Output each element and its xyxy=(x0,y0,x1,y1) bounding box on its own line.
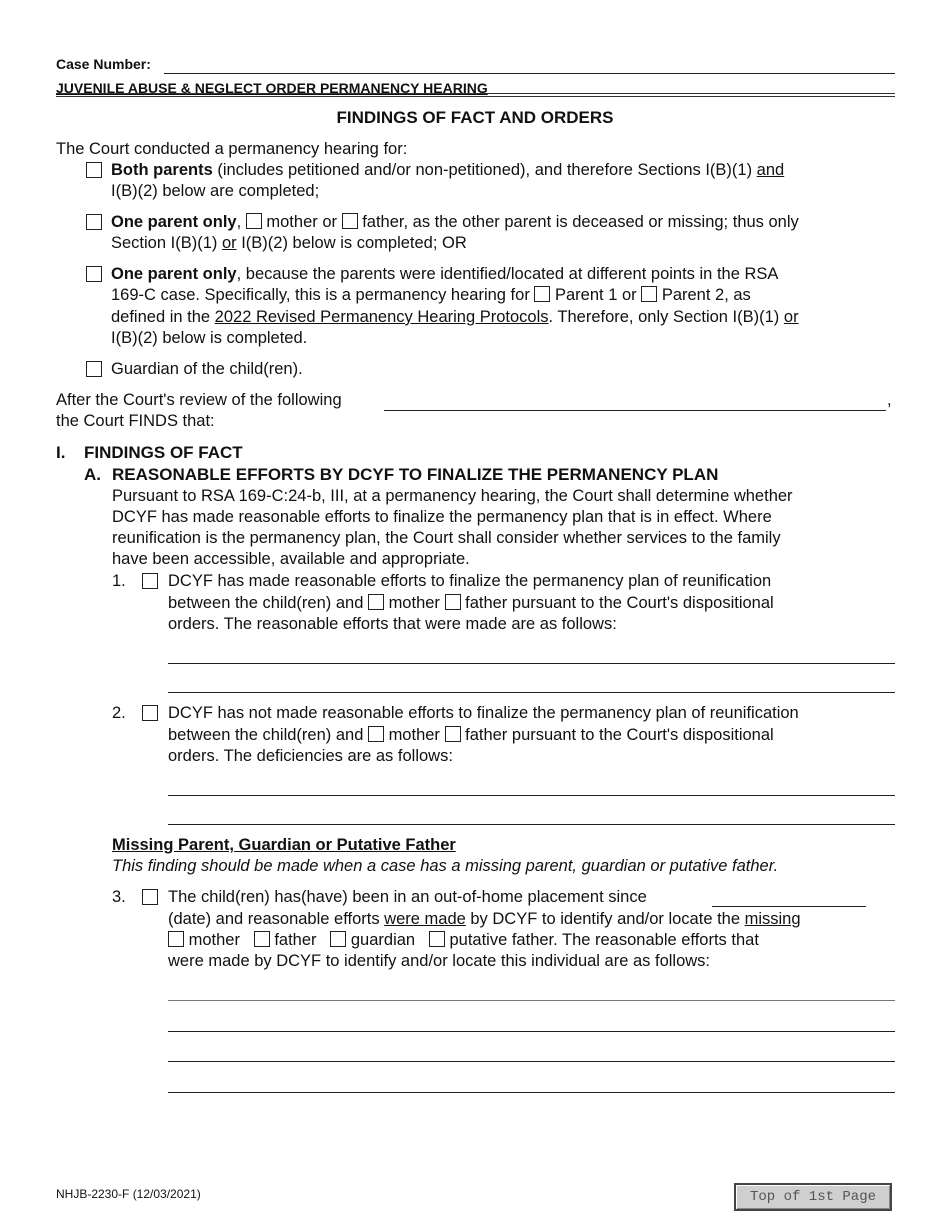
line3-b: . Therefore, only Section I(B)(1) xyxy=(548,308,784,326)
or-underlined: or xyxy=(783,308,799,326)
one-parent-points-bold: One parent only xyxy=(111,265,237,283)
item-1-number: 1. xyxy=(112,572,126,590)
item-1-mother-checkbox[interactable] xyxy=(368,594,384,610)
court-finds-text: the Court FINDS that: xyxy=(56,412,215,430)
item-2-line1: DCYF has not made reasonable efforts to finalize the permanency plan of reunification xyxy=(168,704,799,722)
case-number-label: Case Number: xyxy=(56,56,151,72)
item-3-checkbox[interactable] xyxy=(142,889,158,905)
both-parents-line1 xyxy=(111,160,784,182)
item-3-father-label: father xyxy=(274,931,317,949)
line2-a: 169-C case. Specifically, this is a permanency hearing for xyxy=(111,286,530,304)
item-1-checkbox[interactable] xyxy=(142,573,158,589)
were-made-underlined: were made xyxy=(384,910,466,928)
guardian-checkbox[interactable] xyxy=(86,361,102,377)
item-3-guardian-checkbox[interactable] xyxy=(330,931,346,947)
item-2-rule-1 xyxy=(168,795,895,796)
missing-underlined: missing xyxy=(744,910,801,928)
parent-1-label: Parent 1 or xyxy=(555,286,637,304)
item-1-rule-1 xyxy=(168,663,895,664)
item-3-mother-label: mother xyxy=(188,931,240,949)
section-a-paragraph-line3: reunification is the permanency plan, the Court shall consider whether services to the family xyxy=(112,529,781,547)
item-3-mother-checkbox[interactable] xyxy=(168,931,184,947)
item-2-line3: orders. The deficiencies are as follows: xyxy=(168,747,453,765)
one-parent-points-checkbox[interactable] xyxy=(86,266,102,282)
header-rule-2 xyxy=(56,96,895,97)
line2-b: I(B)(2) below is completed; OR xyxy=(236,234,467,252)
item-3-rule-1 xyxy=(168,1000,895,1001)
item-1-line2-a: between the child(ren) and xyxy=(168,594,364,612)
section-a-paragraph-line2: DCYF has made reasonable efforts to finalize the permanency plan that is in effect. Where xyxy=(112,508,772,526)
item-3-father-checkbox[interactable] xyxy=(254,931,270,947)
one-parent-mother-label: mother or xyxy=(266,213,337,231)
one-parent-missing-bold: One parent only xyxy=(111,213,237,231)
item-3-rule-3 xyxy=(168,1061,895,1062)
review-documents-input[interactable] xyxy=(386,393,882,409)
item-3-line1: The child(ren) has(have) been in an out-of-home placement since xyxy=(168,888,647,906)
one-parent-points-text: , because the parents were identified/located at different points in the RSA xyxy=(236,265,779,283)
review-prefix: After the Court's review of the following xyxy=(56,391,342,409)
both-parents-line2: I(B)(2) below are completed; xyxy=(111,182,320,200)
item-2-father-label: father pursuant to the Court's dispositional xyxy=(465,726,774,744)
item-2-mother-label: mother xyxy=(388,726,440,744)
item-2-line2-a: between the child(ren) and xyxy=(168,726,364,744)
top-of-first-page-button[interactable]: Top of 1st Page xyxy=(734,1183,892,1211)
section-a-letter: A. xyxy=(84,465,101,484)
line2-a: Section I(B)(1) xyxy=(111,234,222,252)
both-parents-and: and xyxy=(756,161,785,179)
protocols-reference: 2022 Revised Permanency Hearing Protocols xyxy=(214,308,549,326)
item-2-number: 2. xyxy=(112,704,126,722)
section-i-heading: FINDINGS OF FACT xyxy=(84,443,243,462)
both-parents-text: (includes petitioned and/or non-petitioned), and therefore Sections I(B)(1) xyxy=(212,161,757,179)
item-3-line2 xyxy=(168,909,801,931)
item-1-father-label: father pursuant to the Court's dispositional xyxy=(465,594,774,612)
review-suffix: , xyxy=(887,391,892,409)
item-3-line2-b: by DCYF to identify and/or locate the xyxy=(465,910,745,928)
one-parent-points-line2 xyxy=(111,285,751,307)
item-3-line3 xyxy=(168,930,759,952)
both-parents-checkbox[interactable] xyxy=(86,162,102,178)
one-parent-missing-line2 xyxy=(111,233,467,255)
item-3-line4: were made by DCYF to identify and/or locate this individual are as follows: xyxy=(168,952,711,970)
item-1-efforts-input-1[interactable] xyxy=(168,646,894,662)
parent-2-checkbox[interactable] xyxy=(641,286,657,302)
item-1-mother-label: mother xyxy=(388,594,440,612)
guardian-label: Guardian of the child(ren). xyxy=(111,360,303,378)
item-2-checkbox[interactable] xyxy=(142,705,158,721)
item-2-father-checkbox[interactable] xyxy=(445,726,461,742)
item-3-efforts-input-4[interactable] xyxy=(168,1075,894,1091)
item-3-number: 3. xyxy=(112,888,126,906)
item-3-efforts-input-3[interactable] xyxy=(168,1044,894,1060)
item-2-rule-2 xyxy=(168,824,895,825)
item-3-efforts-input-1[interactable] xyxy=(168,983,894,999)
item-2-line2 xyxy=(168,725,774,747)
parent-1-checkbox[interactable] xyxy=(534,286,550,302)
item-1-father-checkbox[interactable] xyxy=(445,594,461,610)
item-1-line1: DCYF has made reasonable efforts to finalize the permanency plan of reunification xyxy=(168,572,772,590)
item-2-deficiencies-input-2[interactable] xyxy=(168,807,894,823)
section-a-heading: REASONABLE EFFORTS BY DCYF TO FINALIZE THE PERMANENCY PLAN xyxy=(112,465,719,484)
one-parent-points-line4: I(B)(2) below is completed. xyxy=(111,329,308,347)
section-i-numeral: I. xyxy=(56,443,66,462)
item-3-guardian-label: guardian xyxy=(350,931,416,949)
comma: , xyxy=(236,213,242,231)
item-3-rule-4 xyxy=(168,1092,895,1093)
item-1-line2 xyxy=(168,593,774,615)
item-2-deficiencies-input-1[interactable] xyxy=(168,778,894,794)
placement-date-underline xyxy=(712,906,866,907)
one-parent-mother-checkbox[interactable] xyxy=(246,213,262,229)
item-1-rule-2 xyxy=(168,692,895,693)
line3-a: defined in the xyxy=(111,308,215,326)
intro-text: The Court conducted a permanency hearing for: xyxy=(56,140,408,158)
or-underlined: or xyxy=(221,234,237,252)
case-number-underline xyxy=(164,73,895,74)
section-a-paragraph-line1: Pursuant to RSA 169-C:24-b, III, at a permanency hearing, the Court shall determine whether xyxy=(112,487,793,505)
item-1-line3: orders. The reasonable efforts that were made are as follows: xyxy=(168,615,617,633)
header-rule-1 xyxy=(56,93,895,94)
item-3-rule-2 xyxy=(168,1031,895,1032)
section-a-paragraph-line4: have been accessible, available and appropriate. xyxy=(112,550,470,568)
review-underline xyxy=(384,410,886,411)
item-3-putative-father-checkbox[interactable] xyxy=(429,931,445,947)
item-2-mother-checkbox[interactable] xyxy=(368,726,384,742)
one-parent-missing-line1 xyxy=(111,212,799,234)
one-parent-points-line3 xyxy=(111,307,799,329)
item-3-efforts-input-2[interactable] xyxy=(168,1014,894,1030)
item-3-putative-father-label: putative father. The reasonable efforts that xyxy=(449,931,759,949)
parent-2-label: Parent 2, as xyxy=(661,286,751,304)
item-1-efforts-input-2[interactable] xyxy=(168,675,894,691)
missing-parent-note: This finding should be made when a case has a missing parent, guardian or putative father. xyxy=(112,857,779,875)
one-parent-father-checkbox[interactable] xyxy=(342,213,358,229)
page-title: FINDINGS OF FACT AND ORDERS xyxy=(336,108,614,127)
one-parent-father-label: father, as the other parent is deceased or missing; thus only xyxy=(362,213,799,231)
both-parents-bold: Both parents xyxy=(111,161,213,179)
one-parent-missing-checkbox[interactable] xyxy=(86,214,102,230)
one-parent-points-line1 xyxy=(111,264,778,286)
item-3-line2-a: (date) and reasonable efforts xyxy=(168,910,385,928)
form-subtitle: JUVENILE ABUSE & NEGLECT ORDER PERMANENCY HEARING xyxy=(56,80,488,96)
missing-parent-heading: Missing Parent, Guardian or Putative Father xyxy=(112,836,456,854)
form-id: NHJB-2230-F (12/03/2021) xyxy=(56,1187,201,1201)
placement-date-input[interactable] xyxy=(714,889,864,905)
case-number-input[interactable] xyxy=(166,56,891,73)
